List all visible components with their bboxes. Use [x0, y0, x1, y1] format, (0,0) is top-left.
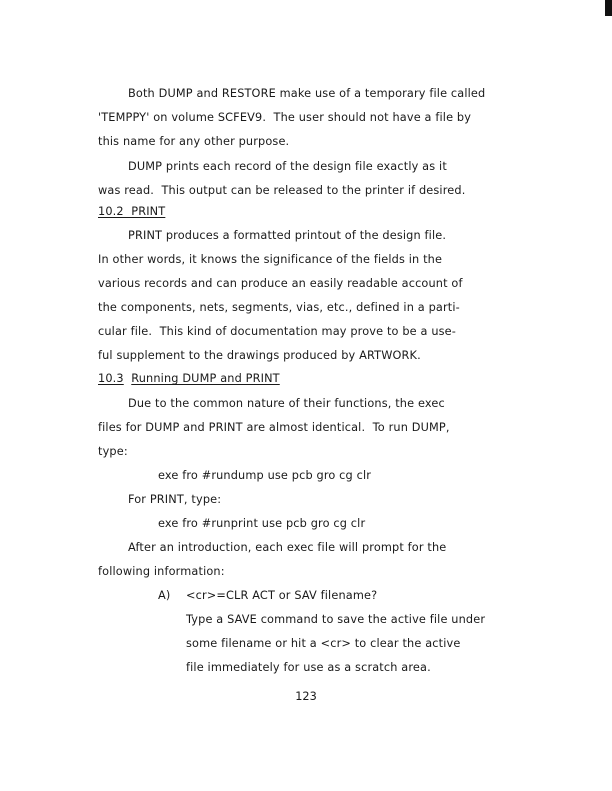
item-a-prompt: <cr>=CLR ACT or SAV filename? [186, 589, 378, 602]
tempfile-line-3: this name for any other purpose. [98, 135, 290, 148]
print-line-3: various records and can produce an easily readable account of [98, 277, 463, 290]
running-intro-line-1: Due to the common nature of their functions, the exec [128, 397, 445, 410]
section-running-number: 10.3 [98, 372, 124, 385]
dump-line-2: was read. This output can be released to the printer if desired. [98, 184, 466, 197]
prompt-intro-line-1: After an introduction, each exec file will prompt for the [128, 541, 447, 554]
print-intro: For PRINT, type: [128, 493, 222, 506]
dump-line-1: DUMP prints each record of the design file exactly as it [128, 160, 447, 173]
print-command: exe fro #runprint use pcb gro cg clr [158, 517, 366, 530]
section-running-heading [98, 372, 280, 386]
print-line-6: ful supplement to the drawings produced by ARTWORK. [98, 349, 421, 362]
page-number: 123 [295, 690, 317, 703]
print-line-2: In other words, it knows the significance of the fields in the [98, 253, 443, 266]
item-a-desc-line-1: Type a SAVE command to save the active file under [186, 613, 486, 626]
section-print-heading: 10.2 PRINT [98, 205, 166, 218]
print-line-5: cular file. This kind of documentation may prove to be a use- [98, 325, 456, 338]
print-line-1: PRINT produces a formatted printout of the design file. [128, 229, 447, 242]
prompt-intro-line-2: following information: [98, 565, 225, 578]
item-a-label: A) [158, 589, 171, 602]
running-intro-line-3: type: [98, 445, 128, 458]
dump-command: exe fro #rundump use pcb gro cg clr [158, 469, 372, 482]
item-a-desc-line-2: some filename or hit a <cr> to clear the active [186, 637, 461, 650]
tempfile-line-2: 'TEMPPY' on volume SCFEV9. The user should not have a file by [98, 111, 472, 124]
section-running-title: Running DUMP and PRINT [131, 372, 280, 385]
print-line-4: the components, nets, segments, vias, etc., defined in a parti- [98, 301, 460, 314]
tempfile-line-1: Both DUMP and RESTORE make use of a temporary file called [128, 87, 486, 100]
item-a-desc-line-3: file immediately for use as a scratch area. [186, 661, 431, 674]
running-intro-line-2: files for DUMP and PRINT are almost identical. To run DUMP, [98, 421, 450, 434]
scan-corner-mark [605, 0, 612, 16]
